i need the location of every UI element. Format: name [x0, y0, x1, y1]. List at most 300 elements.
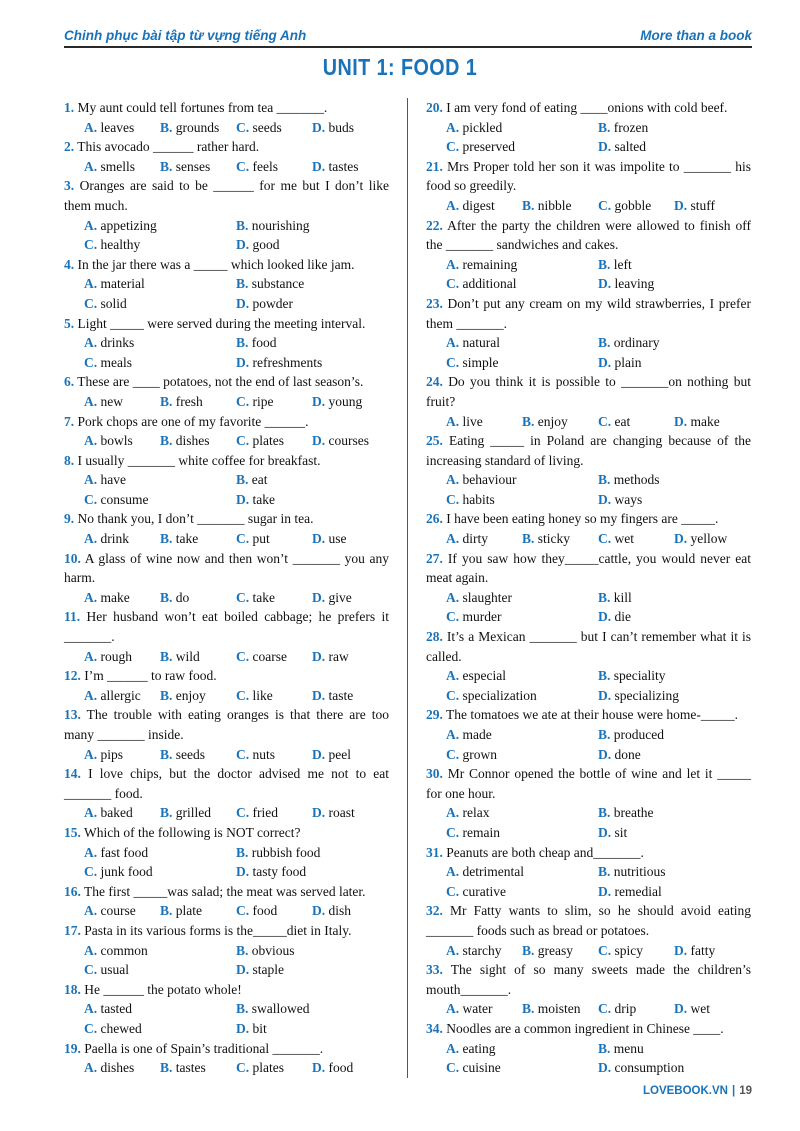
answer-option[interactable] — [598, 745, 641, 765]
option-text: moisten — [537, 1001, 581, 1017]
option-text: swallowed — [251, 1001, 310, 1017]
question-item — [64, 314, 389, 373]
question-text: Oranges are said to be ______ for me but I don’t like them much. — [64, 178, 389, 213]
answer-option[interactable] — [160, 431, 236, 451]
answer-option[interactable] — [160, 529, 236, 549]
answer-option[interactable] — [236, 960, 284, 980]
option-letter: A. — [84, 942, 98, 958]
answer-option[interactable] — [674, 999, 710, 1019]
answer-option[interactable] — [522, 999, 598, 1019]
option-row — [426, 353, 751, 373]
answer-option[interactable] — [446, 823, 598, 843]
answer-option[interactable] — [446, 470, 598, 490]
answer-option[interactable] — [84, 392, 160, 412]
answer-option[interactable] — [446, 255, 598, 275]
option-letter: C. — [236, 433, 250, 449]
question-item — [426, 372, 751, 431]
option-letter: D. — [598, 354, 612, 370]
question-stem — [426, 1019, 751, 1039]
option-letter: D. — [236, 354, 250, 370]
option-letter: B. — [160, 805, 173, 821]
option-letter: A. — [446, 668, 460, 684]
answer-option[interactable] — [598, 118, 648, 138]
answer-option[interactable] — [674, 941, 715, 961]
option-row — [426, 803, 751, 823]
option-letter: D. — [312, 687, 326, 703]
question-number: 26. — [426, 511, 443, 527]
answer-option[interactable] — [598, 588, 632, 608]
answer-option[interactable] — [160, 118, 236, 138]
option-letter: A. — [84, 1001, 98, 1017]
option-row — [64, 843, 389, 863]
answer-option[interactable] — [598, 470, 660, 490]
answer-option[interactable] — [236, 353, 322, 373]
answer-option[interactable] — [598, 999, 674, 1019]
option-letter: C. — [446, 491, 460, 507]
answer-option[interactable] — [598, 274, 654, 294]
option-letter: C. — [446, 687, 460, 703]
answer-option[interactable] — [236, 862, 306, 882]
answer-option[interactable] — [236, 392, 312, 412]
answer-option[interactable] — [446, 196, 522, 216]
question-item — [64, 764, 389, 823]
answer-option[interactable] — [446, 862, 598, 882]
answer-option[interactable] — [84, 1019, 236, 1039]
question-number: 22. — [426, 217, 443, 233]
answer-option[interactable] — [84, 1058, 160, 1078]
answer-option[interactable] — [84, 274, 236, 294]
option-text: ordinary — [613, 335, 660, 351]
option-letter: C. — [236, 158, 250, 174]
answer-option[interactable] — [674, 196, 715, 216]
answer-option[interactable] — [160, 392, 236, 412]
question-item — [64, 705, 389, 764]
question-item — [426, 960, 751, 1019]
option-text: baked — [100, 805, 133, 821]
option-row — [64, 470, 389, 490]
option-text: greasy — [537, 942, 573, 958]
option-letter: C. — [236, 687, 250, 703]
option-row — [64, 353, 389, 373]
option-letter: A. — [446, 727, 460, 742]
answer-option[interactable] — [84, 686, 160, 706]
answer-option[interactable] — [84, 862, 236, 882]
option-letter: D. — [598, 139, 612, 155]
question-item — [426, 216, 751, 294]
option-text: speciality — [613, 668, 666, 684]
option-letter: B. — [598, 727, 611, 742]
answer-option[interactable] — [446, 1039, 598, 1059]
answer-option[interactable] — [84, 333, 236, 353]
answer-option[interactable] — [236, 235, 280, 255]
answer-option[interactable] — [84, 999, 236, 1019]
answer-option[interactable] — [598, 255, 632, 275]
answer-option[interactable] — [84, 901, 160, 921]
answer-option[interactable] — [236, 588, 312, 608]
answer-option[interactable] — [312, 647, 349, 667]
answer-option[interactable] — [598, 882, 662, 902]
question-stem — [64, 137, 389, 157]
question-stem — [426, 843, 751, 863]
answer-option[interactable] — [446, 490, 598, 510]
option-letter: C. — [236, 119, 250, 135]
option-text: cuisine — [462, 1060, 501, 1076]
answer-option[interactable] — [84, 843, 236, 863]
option-text: buds — [328, 119, 355, 135]
option-text: solid — [100, 295, 127, 311]
answer-option[interactable] — [598, 137, 646, 157]
running-header — [64, 24, 752, 48]
answer-option[interactable] — [446, 274, 598, 294]
option-text: plain — [614, 354, 642, 370]
answer-option[interactable] — [312, 686, 353, 706]
answer-option[interactable] — [522, 196, 598, 216]
answer-option[interactable] — [598, 803, 654, 823]
question-text: If you saw how they_____cattle, you would never eat meat again. — [426, 550, 752, 586]
option-letter: D. — [312, 1060, 326, 1076]
option-text: meals — [100, 354, 132, 370]
option-letter: A. — [84, 393, 98, 409]
option-letter: B. — [522, 197, 535, 213]
answer-option[interactable] — [598, 529, 674, 549]
answer-option[interactable] — [598, 490, 642, 510]
option-text: courses — [328, 433, 369, 449]
question-text: Pasta in its various forms is the_____diet in Italy. — [84, 922, 352, 938]
answer-option[interactable] — [84, 353, 236, 373]
question-text: Pork chops are one of my favorite ______. — [77, 413, 309, 429]
answer-option[interactable] — [598, 333, 660, 353]
left-column — [64, 98, 389, 1078]
answer-option[interactable] — [446, 529, 522, 549]
answer-option[interactable] — [236, 1019, 267, 1039]
answer-option[interactable] — [446, 941, 522, 961]
answer-option[interactable] — [84, 490, 236, 510]
answer-option[interactable] — [446, 333, 598, 353]
answer-option[interactable] — [160, 745, 236, 765]
answer-option[interactable] — [312, 901, 351, 921]
option-text: seeds — [175, 746, 206, 762]
answer-option[interactable] — [236, 647, 312, 667]
answer-option[interactable] — [160, 157, 236, 177]
option-letter: C. — [446, 824, 460, 840]
answer-option[interactable] — [522, 529, 598, 549]
answer-option[interactable] — [312, 745, 351, 765]
option-text: breathe — [613, 805, 654, 821]
option-row — [64, 529, 389, 549]
question-text: I am very fond of eating ____onions with cold beef. — [446, 100, 728, 115]
option-text: taste — [328, 687, 354, 703]
answer-option[interactable] — [598, 1058, 684, 1078]
option-letter: C. — [446, 139, 460, 155]
question-stem — [64, 921, 389, 941]
question-stem — [64, 372, 389, 392]
question-text: Which of the following is NOT correct? — [84, 824, 301, 840]
option-row — [64, 490, 389, 510]
option-text: produced — [613, 727, 664, 742]
question-number: 14. — [64, 766, 81, 782]
question-stem — [64, 255, 389, 275]
option-letter: A. — [446, 119, 460, 135]
answer-option[interactable] — [236, 294, 293, 314]
answer-option[interactable] — [312, 529, 347, 549]
answer-option[interactable] — [598, 686, 679, 706]
option-text: fresh — [175, 393, 203, 409]
option-row — [64, 803, 389, 823]
option-text: pips — [100, 746, 124, 762]
option-text: tasted — [100, 1001, 132, 1017]
question-stem — [64, 549, 389, 588]
answer-option[interactable] — [312, 431, 369, 451]
answer-option[interactable] — [236, 431, 312, 451]
answer-option[interactable] — [446, 725, 598, 745]
answer-option[interactable] — [84, 157, 160, 177]
answer-option[interactable] — [598, 941, 674, 961]
answer-option[interactable] — [598, 353, 642, 373]
option-text: fried — [252, 805, 278, 821]
question-stem — [64, 882, 389, 902]
question-text: In the jar there was a _____ which looked like jam. — [77, 256, 355, 272]
option-letter: D. — [312, 119, 326, 135]
option-text: common — [100, 942, 148, 958]
answer-option[interactable] — [522, 941, 598, 961]
option-letter: D. — [236, 237, 250, 253]
answer-option[interactable] — [84, 941, 236, 961]
option-text: feels — [252, 158, 278, 174]
answer-option[interactable] — [84, 960, 236, 980]
answer-option[interactable] — [236, 118, 312, 138]
answer-option[interactable] — [236, 274, 304, 294]
answer-option[interactable] — [312, 392, 362, 412]
answer-option[interactable] — [236, 745, 312, 765]
option-text: drink — [100, 531, 129, 547]
answer-option[interactable] — [160, 686, 236, 706]
question-number: 27. — [426, 550, 443, 566]
option-text: wet — [690, 1001, 710, 1017]
answer-option[interactable] — [446, 588, 598, 608]
answer-option[interactable] — [674, 412, 720, 432]
answer-option[interactable] — [84, 529, 160, 549]
page-number: 19 — [739, 1085, 752, 1097]
answer-option[interactable] — [84, 216, 236, 236]
page-title: UNIT 1: FOOD 1 — [322, 54, 478, 80]
option-letter: D. — [598, 824, 612, 840]
option-letter: A. — [84, 119, 98, 135]
option-letter: D. — [674, 197, 688, 213]
answer-option[interactable] — [674, 529, 727, 549]
answer-option[interactable] — [160, 588, 236, 608]
answer-option[interactable] — [84, 588, 160, 608]
option-row — [64, 901, 389, 921]
question-number: 34. — [426, 1020, 443, 1036]
option-text: eat — [614, 413, 631, 429]
question-item — [426, 294, 751, 372]
option-letter: A. — [84, 903, 98, 919]
question-number: 30. — [426, 766, 443, 782]
answer-option[interactable] — [160, 647, 236, 667]
option-row — [64, 1019, 389, 1039]
question-item — [426, 627, 751, 705]
answer-option[interactable] — [236, 157, 312, 177]
question-number: 5. — [64, 315, 75, 331]
answer-option[interactable] — [446, 686, 598, 706]
option-letter: C. — [446, 746, 460, 762]
option-text: do — [175, 589, 190, 605]
answer-option[interactable] — [446, 803, 598, 823]
question-item — [426, 843, 751, 902]
question-item — [64, 137, 389, 176]
question-text: The tomatoes we ate at their house were home-_____. — [446, 707, 739, 723]
option-row — [426, 862, 751, 882]
answer-option[interactable] — [236, 470, 268, 490]
answer-option[interactable] — [236, 686, 312, 706]
option-text: appetizing — [100, 217, 157, 233]
answer-option[interactable] — [236, 216, 310, 236]
option-letter: C. — [84, 864, 98, 880]
option-letter: B. — [160, 119, 173, 135]
option-row — [64, 392, 389, 412]
answer-option[interactable] — [598, 607, 631, 627]
option-text: kill — [613, 589, 632, 605]
answer-option[interactable] — [446, 882, 598, 902]
answer-option[interactable] — [312, 118, 354, 138]
question-item — [64, 823, 389, 882]
option-row — [426, 725, 751, 745]
answer-option[interactable] — [236, 490, 275, 510]
question-stem — [426, 901, 751, 940]
answer-option[interactable] — [84, 647, 160, 667]
answer-option[interactable] — [236, 529, 312, 549]
answer-option[interactable] — [160, 803, 236, 823]
question-stem — [426, 705, 751, 725]
answer-option[interactable] — [84, 235, 236, 255]
answer-option[interactable] — [446, 412, 522, 432]
answer-option[interactable] — [446, 353, 598, 373]
answer-option[interactable] — [84, 803, 160, 823]
option-letter: C. — [236, 531, 250, 547]
option-letter: C. — [84, 1020, 98, 1036]
option-text: nibble — [537, 197, 572, 213]
answer-option[interactable] — [446, 666, 598, 686]
answer-option[interactable] — [598, 823, 627, 843]
question-number: 28. — [426, 629, 443, 645]
answer-option[interactable] — [598, 196, 674, 216]
answer-option[interactable] — [236, 333, 277, 353]
answer-option[interactable] — [312, 803, 355, 823]
option-letter: B. — [236, 276, 249, 292]
answer-option[interactable] — [236, 803, 312, 823]
question-item — [426, 901, 751, 960]
answer-option[interactable] — [312, 157, 359, 177]
option-text: sit — [614, 824, 628, 840]
answer-option[interactable] — [522, 412, 598, 432]
option-letter: A. — [84, 805, 98, 821]
option-text: rubbish food — [251, 844, 321, 860]
answer-option[interactable] — [598, 725, 664, 745]
option-text: specialization — [462, 687, 537, 703]
option-text: refreshments — [252, 354, 323, 370]
option-text: junk food — [100, 864, 153, 880]
question-item — [426, 509, 751, 548]
answer-option[interactable] — [84, 118, 160, 138]
answer-option[interactable] — [312, 588, 352, 608]
option-text: behaviour — [462, 472, 517, 488]
option-text: make — [690, 413, 720, 429]
option-text: substance — [251, 276, 305, 292]
answer-option[interactable] — [236, 941, 295, 961]
answer-option[interactable] — [160, 1058, 236, 1078]
option-text: smells — [100, 158, 136, 174]
answer-option[interactable] — [236, 999, 310, 1019]
option-text: take — [252, 491, 275, 507]
option-row — [64, 686, 389, 706]
answer-option[interactable] — [84, 294, 236, 314]
option-letter: B. — [160, 589, 173, 605]
answer-option[interactable] — [446, 745, 598, 765]
option-row — [64, 862, 389, 882]
question-item — [64, 412, 389, 451]
answer-option[interactable] — [446, 999, 522, 1019]
option-text: yellow — [690, 531, 728, 547]
option-text: coarse — [252, 648, 287, 664]
option-text: murder — [462, 609, 502, 625]
answer-option[interactable] — [446, 118, 598, 138]
question-number: 18. — [64, 981, 81, 997]
answer-option[interactable] — [312, 1058, 353, 1078]
answer-option[interactable] — [84, 470, 236, 490]
option-text: done — [614, 746, 641, 762]
answer-option[interactable] — [598, 412, 674, 432]
answer-option[interactable] — [84, 431, 160, 451]
option-text: gobble — [614, 197, 652, 213]
option-text: methods — [613, 472, 660, 488]
question-stem — [64, 764, 389, 803]
option-text: use — [328, 531, 347, 547]
answer-option[interactable] — [446, 137, 598, 157]
option-letter: B. — [160, 746, 173, 762]
option-text: rough — [100, 648, 132, 664]
answer-option[interactable] — [236, 843, 320, 863]
option-letter: C. — [598, 1001, 612, 1017]
answer-option[interactable] — [160, 901, 236, 921]
option-text: left — [613, 256, 632, 272]
answer-option[interactable] — [598, 862, 666, 882]
answer-option[interactable] — [84, 745, 160, 765]
option-text: plates — [252, 1060, 284, 1076]
option-text: drip — [614, 1001, 637, 1017]
answer-option[interactable] — [598, 1039, 644, 1059]
option-text: take — [175, 531, 199, 547]
option-letter: A. — [84, 276, 98, 292]
question-text: A glass of wine now and then won’t _______ you any harm. — [64, 550, 389, 586]
option-letter: C. — [236, 648, 250, 664]
option-text: enjoy — [537, 413, 568, 429]
question-stem — [64, 705, 389, 744]
question-item — [426, 549, 751, 627]
question-stem — [64, 1039, 389, 1059]
option-letter: B. — [522, 1001, 535, 1017]
answer-option[interactable] — [598, 666, 666, 686]
question-item — [64, 980, 389, 1039]
question-stem — [64, 451, 389, 471]
option-row — [426, 999, 751, 1019]
answer-option[interactable] — [446, 1058, 598, 1078]
option-row — [426, 274, 751, 294]
option-text: fatty — [690, 942, 716, 958]
answer-option[interactable] — [236, 1058, 312, 1078]
question-item — [426, 764, 751, 842]
answer-option[interactable] — [236, 901, 312, 921]
answer-option[interactable] — [446, 607, 598, 627]
